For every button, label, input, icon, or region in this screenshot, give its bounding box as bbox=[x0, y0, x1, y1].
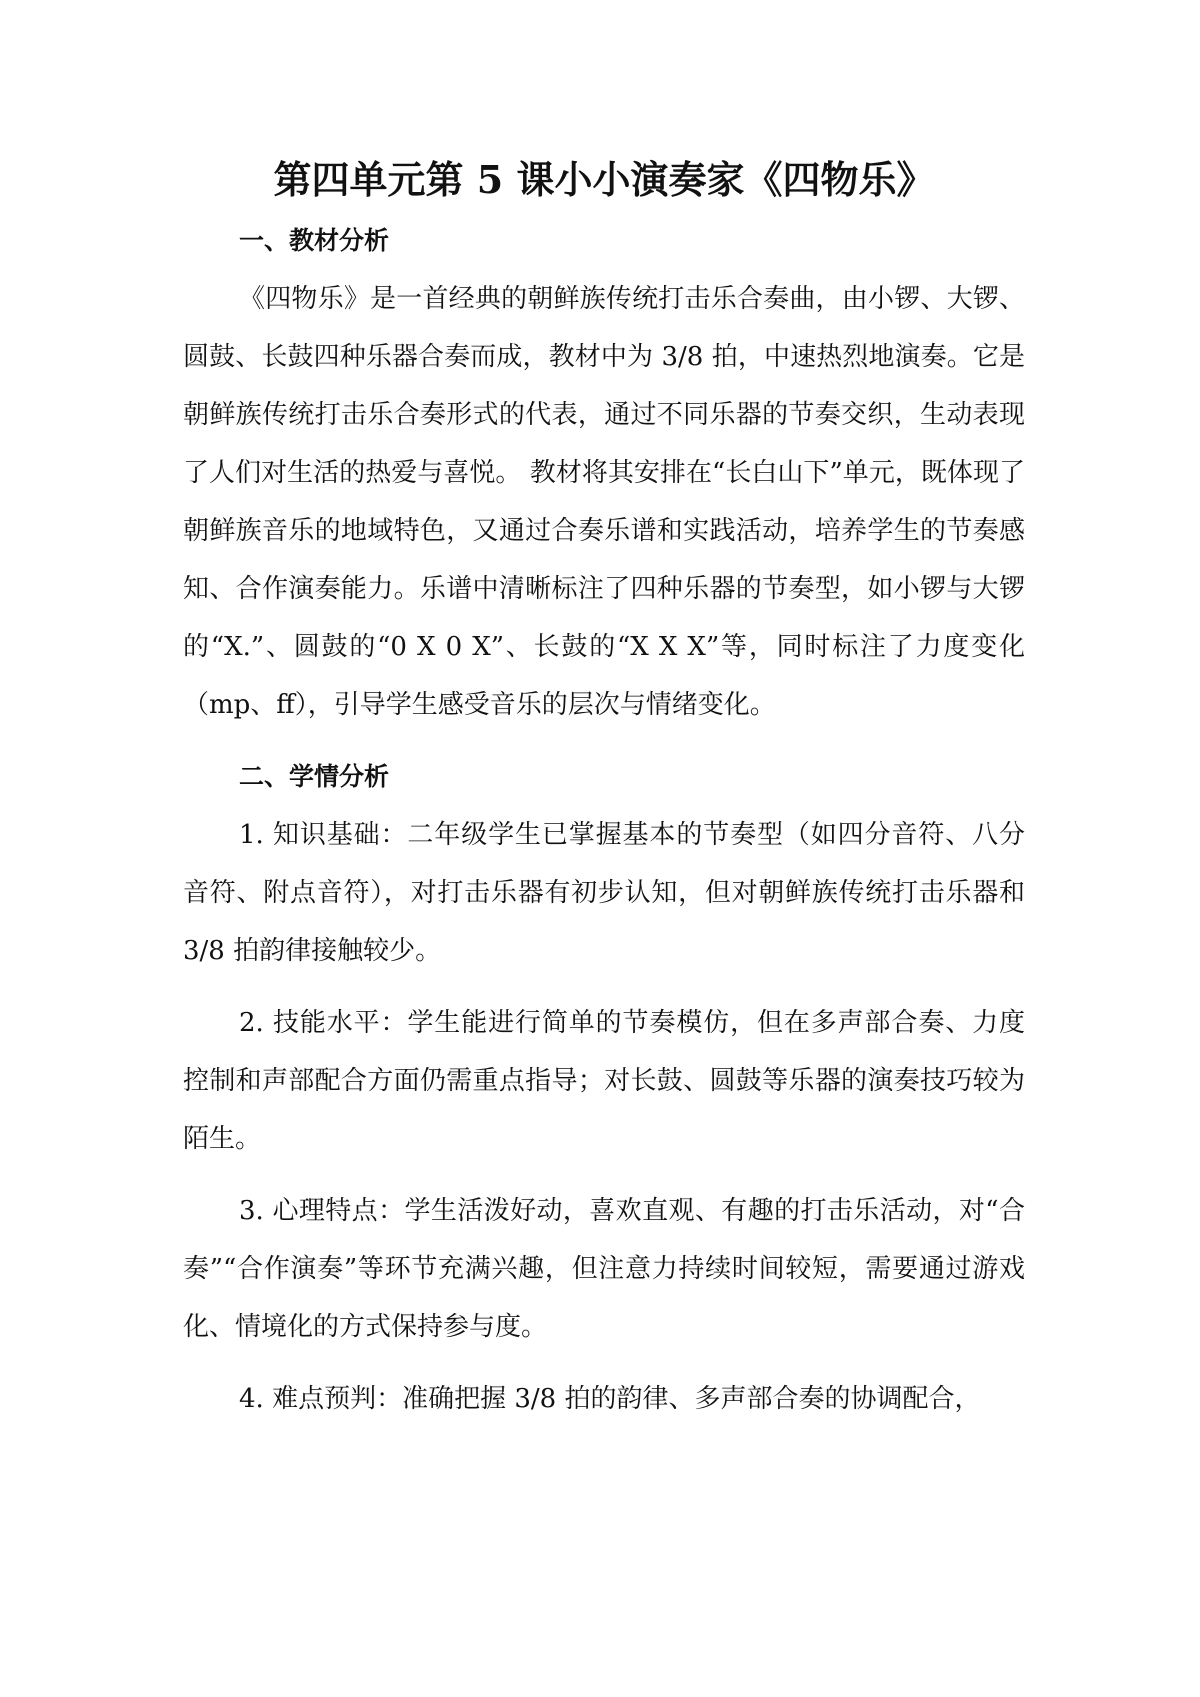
paragraph-skill-level: 2. 技能水平：学生能进行简单的节奏模仿，但在多声部合奏、力度控制和声部配合方面仍需重点指导；对长鼓、圆鼓等乐器的演奏技巧较为陌生。 bbox=[183, 1008, 1025, 1154]
paragraph-difficulty: 4. 难点预判：准确把握 3/8 拍的韵律、多声部合奏的协调配合， bbox=[239, 1384, 981, 1414]
section-heading-students: 二、学情分析 bbox=[239, 762, 390, 791]
document-title: 第四单元第 5 课小小演奏家《四物乐》 bbox=[273, 157, 935, 202]
paragraph-knowledge-base: 1. 知识基础：二年级学生已掌握基本的节奏型（如四分音符、八分音符、附点音符），对打击乐器有初步认知，但对朝鲜族传统打击乐器和 3/8 拍韵律接触较少。 bbox=[183, 820, 1025, 966]
paragraph-psychology: 3. 心理特点：学生活泼好动，喜欢直观、有趣的打击乐活动，对“合奏”“合作演奏”等环节充满兴趣，但注意力持续时间较短，需要通过游戏化、情境化的方式保持参与度。 bbox=[183, 1196, 1025, 1342]
section-heading-materials: 一、教材分析 bbox=[239, 226, 390, 255]
paragraph-materials: 《四物乐》是一首经典的朝鲜族传统打击乐合奏曲，由小锣、大锣、圆鼓、长鼓四种乐器合奏而成，教材中为 3/8 拍，中速热烈地演奏。它是朝鲜族传统打击乐合奏形式的代表，通过不同乐器的节奏交织，生动表现了人们对生活的热爱与喜悦。 教材将其安排在“长白山下”单元，既体现了朝鲜族音乐的地域特色，又通过合奏乐谱和实践活动，培养学生的节奏感知、合作演奏能力。乐谱中清晰标注了四种乐器的节奏型，如小锣与大锣的“X.”、圆鼓的“0 X 0 X”、长鼓的“X X X”等，同时标注了力度变化（mp、ff），引导学生感受音乐的层次与情绪变化。 bbox=[183, 284, 1025, 720]
